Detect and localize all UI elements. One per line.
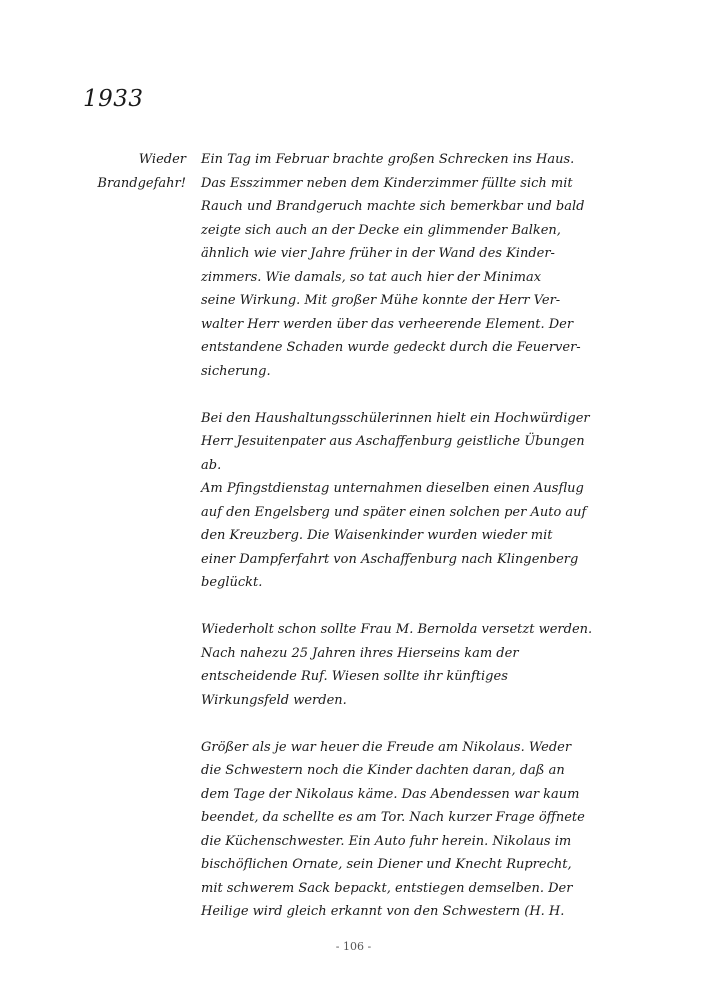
text-line: Rauch und Brandgeruch machte sich bemerkbar und bald (201, 199, 585, 214)
text-line: mit schwerem Sack bepackt, entstiegen demselben. Der (201, 880, 573, 896)
paragraph (201, 618, 641, 712)
text-line: beendet, da schellte es am Tor. Nach kurzer Frage öffnete (201, 810, 585, 825)
text-line: ab. (201, 457, 222, 473)
text-line: entstandene Schaden wurde gedeckt durch die Feuerver- (201, 340, 581, 355)
text-line: sicherung. (201, 363, 271, 379)
year-heading: 1933 (83, 86, 144, 112)
text-line: Ein Tag im Februar brachte großen Schrecken ins Haus. (201, 152, 575, 167)
text-line: auf den Engelsberg und später einen solchen per Auto auf (201, 504, 587, 520)
paragraph (201, 736, 641, 924)
body-text (201, 148, 641, 924)
text-line: entscheidende Ruf. Wiesen sollte ihr künftiges (201, 669, 508, 684)
text-line: die Schwestern noch die Kinder dachten daran, daß an (201, 763, 565, 778)
text-line: zimmers. Wie damals, so tat auch hier der Minimax (201, 269, 542, 285)
text-line: Das Esszimmer neben dem Kinderzimmer füllte sich mit (201, 175, 573, 191)
text-line: dem Tage der Nikolaus käme. Das Abendessen war kaum (201, 786, 580, 802)
page-number: - 106 - (335, 940, 372, 953)
text-line: walter Herr werden über das verheerende Element. Der (201, 316, 574, 332)
text-line: Wiederholt schon sollte Frau M. Bernolda versetzt werden. (201, 622, 593, 637)
text-line: Herr Jesuitenpater aus Aschaffenburg geistliche Übungen (201, 434, 585, 449)
text-line: seine Wirkung. Mit großer Mühe konnte der Herr Ver- (201, 293, 561, 308)
text-line: zeigte sich auch an der Decke ein glimmender Balken, (201, 222, 561, 238)
paragraph (201, 148, 641, 383)
text-line: Nach nahezu 25 Jahren ihres Hierseins kam der (201, 645, 519, 661)
paragraph-gap (201, 712, 641, 736)
margin-note-line: Brandgefahr! (97, 175, 186, 191)
text-line: Heilige wird gleich erkannt von den Schwestern (H. H. (201, 904, 565, 919)
text-line: die Küchenschwester. Ein Auto fuhr herein. Nikolaus im (201, 833, 572, 849)
text-line: den Kreuzberg. Die Waisenkinder wurden wieder mit (201, 528, 553, 543)
margin-note (80, 148, 186, 195)
paragraph (201, 407, 641, 595)
text-line: Größer als je war heuer die Freude am Nikolaus. Weder (201, 739, 572, 755)
paragraph-gap (201, 595, 641, 619)
text-line: Wirkungsfeld werden. (201, 692, 347, 708)
text-line: einer Dampferfahrt von Aschaffenburg nach Klingenberg (201, 551, 579, 567)
text-line: Bei den Haushaltungsschülerinnen hielt ein Hochwürdiger (201, 410, 590, 426)
text-line: Am Pfingstdienstag unternahmen dieselben einen Ausflug (201, 481, 584, 496)
text-line: beglückt. (201, 575, 263, 590)
text-line: bischöflichen Ornate, sein Diener und Knecht Ruprecht, (201, 857, 572, 872)
text-line: ähnlich wie vier Jahre früher in der Wand des Kinder- (201, 246, 555, 261)
paragraph-gap (201, 383, 641, 407)
margin-note-line: Wieder (138, 152, 186, 167)
